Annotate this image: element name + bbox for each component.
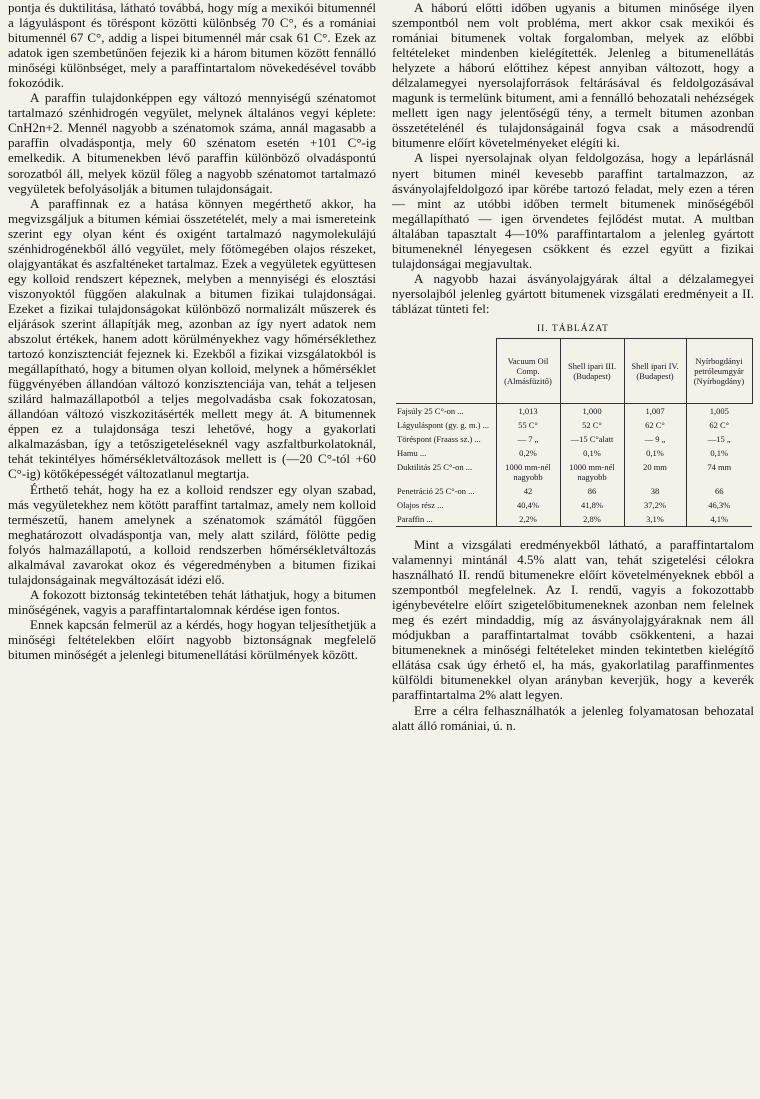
table-header-cell: Shell ipari IV. (Budapest) [624, 338, 686, 403]
paragraph: A fokozott biztonság tekintetében tehát láthatjuk, hogy a bitumen minőségének, vagyis a paraffintartalomnak kérdése igen fontos. [8, 586, 376, 617]
table-cell: 74 mm [686, 460, 752, 484]
table-header-cell: Nyírbogdányi petróleumgyár (Nyírbogdány) [686, 338, 752, 403]
table-cell: —15 „ [686, 432, 752, 446]
table-cell: 0,1% [560, 446, 624, 460]
table-cell: 0,1% [624, 446, 686, 460]
paragraph: A nagyobb hazai ásványolajgyárak által a délzalamegyei nyersolajból jelenleg gyártott bitumenek vizsgálati eredményeit a II. táblázat tünteti fel: [392, 270, 754, 316]
table-row [396, 432, 752, 446]
table-cell: 62 C° [624, 418, 686, 432]
table-cell: 4,1% [686, 512, 752, 527]
table-cell: 55 C° [496, 418, 560, 432]
table-cell: 20 mm [624, 460, 686, 484]
table-cell: 0,2% [496, 446, 560, 460]
table-cell: 86 [560, 484, 624, 498]
table-cell: 62 C° [686, 418, 752, 432]
table-cell: 1,005 [686, 403, 752, 418]
left-column [8, 0, 376, 1099]
paragraph: A paraffin tulajdonképpen egy változó mennyiségű szénatomot tartalmazó szénhidrogén vegyület, melynek általános vegyi képlete: CnH2n+2. Mennél nagyobb a szénatomok száma, annál magasabb a paraffin olvadáspontja, mely 60 szénatom esetén +101 C°-ig emelkedik. A bitumenekben lévő paraffin különböző olvadáspontú sorozatból áll, melyek közül főleg a nagyobb szénatomot tartalmazó vegyületek befolyásolják a bitumen tulajdonságait. [8, 90, 376, 196]
table-row-label: Fajsúly 25 C°-on ... [397, 405, 464, 416]
paragraph: A paraffinnak ez a hatása könnyen megérthető akkor, ha megvizsgáljuk a bitumen kémiai összetételét, mely a mai ismereteink szerint egy olyan ként és oxigént tartalmazó nagymolekulájú szénhidrogénekből álló vegyület, mely főtömegében olajos részeket, olajgyantákat és aszfalténeket tartalmaz. Ezek a vegyületek együttesen egy kolloid rendszert képeznek, melyben a mennyiségi és elosztási viszonyoktól függően alakulnak a bitumen fizikai tulajdonságai. Ezeket a fizikai tulajdonságokat különböző normalizált műszerek és eljárások szerint állapítják meg, azonban az így nyert adatok nem abszolut értékek, hanem adott körülményekhez vagy hőmérséklethez tartozó konzisztenciát fejeznek ki. Ezekből a fizikai vizsgálatokból is megállapítható, hogy a bitumen olyan kolloid, melynek a hőmérséklet függvényében állandóan változó konzisztenciája van, tehát a teljesen szilárd halmazállapotból a teljes megolvadásba csak fokozatosan, állandóan változó viszkozitásérték mellett megy át. A bitumennek éppen ez a tulajdonsága teszi lehetővé, hogy a gyakorlati alkalmazásban, így a tetőszigeteléseknél vagy aszfaltburkolatoknál, tehát tekintélyes hőmérsékletváltozások mellett is (—20 C°-tól +60 C°-ig) kötőképességét változatlanul megtartja. [8, 195, 376, 482]
table-row [396, 498, 752, 512]
table-header-row [396, 338, 752, 403]
table-title: II. TÁBLÁZAT [537, 323, 609, 334]
table-cell: 66 [686, 484, 752, 498]
table-header-cell: Vacuum Oil Comp. (Almásfüzitő) [496, 338, 560, 403]
table-cell: 1000 mm-nél nagyobb [560, 460, 624, 484]
table-row [396, 484, 752, 498]
table-cell: 1,000 [560, 403, 624, 418]
table-cell: — 7 „ [496, 432, 560, 446]
table-row-label: Lágyuláspont (gy. g. m.) ... [397, 419, 489, 430]
data-table [396, 338, 753, 527]
table-cell: 1,013 [496, 403, 560, 418]
table-header-cell: Shell ipari III. (Budapest) [560, 338, 624, 403]
table-row-label: Olajos rész ... [397, 499, 444, 510]
table-cell: 2,2% [496, 512, 560, 527]
table-row [396, 460, 752, 484]
table-row-label: Penetráció 25 C°-on ... [397, 485, 475, 496]
table-cell: 46,3% [686, 498, 752, 512]
table-cell: 0,1% [686, 446, 752, 460]
paragraph: A lispei nyersolajnak olyan feldolgozása, hogy a lepárlásnál nyert bitumen minél kevesebb paraffint tartalmazzon, az ásványolajfeldolgozó ipar körébe tartozó feladat, mely ezen a téren — mint az utóbbi időben termelt bitumenek minőségéből megállapítható — igen örvendetes fejlődést mutat. A multban általában tapasztalt 4—10% paraffintartalom a jelenleg gyártott bitumeneknél lényegesen csökkent és ezzel együtt a fizikai tulajdonságai megjavultak. [392, 150, 754, 271]
table-body [396, 403, 752, 526]
table-row-label: Töréspont (Fraass sz.) ... [397, 433, 481, 444]
table-cell: 1000 mm-nél nagyobb [496, 460, 560, 484]
table-cell: 42 [496, 484, 560, 498]
table-row-label: Hamu ... [397, 447, 427, 458]
right-column [392, 0, 754, 1099]
table-row [396, 403, 752, 418]
table-cell: 38 [624, 484, 686, 498]
table-cell: 40,4% [496, 498, 560, 512]
table-row-label: Duktilitás 25 C°-on ... [397, 461, 473, 472]
paragraph: Érthető tehát, hogy ha ez a kolloid rendszer egy olyan szabad, más vegyületekhez nem kötött paraffint tartalmaz, amely nem kolloid természetű, hanem amelynek a szénatomok számától függően meghatározott olvadáspontja van, mely alatt szilárd, fölötte pedig folyós halmazállapotú, a kolloid rendszerben hőmérsékletváltozás alkalmával zavarokat okoz és végeredményben a bitumen fizikai tulajdonságainak megváltozását idézi elő. [8, 481, 376, 587]
table-row [396, 418, 752, 432]
table-row [396, 446, 752, 460]
table-row-label: Paraffin ... [396, 512, 496, 527]
table-cell: 52 C° [560, 418, 624, 432]
paragraph: Erre a célra felhasználhatók a jelenleg folyamatosan behozatal alatt álló romániai, ú. n. [392, 702, 754, 733]
paragraph: A háború előtti időben ugyanis a bitumen minősége ilyen szempontból nem volt probléma, mert akkor csak mexikói és romániai bitumenek voltak forgalomban, melyek az előbbi feltételeket mindenben kielégítették. Jelenleg a bitumenellátás helyzete a háború előttihez képest annyiban változott, hogy a délzalamegyei nyersolajforrások feltárásával és feldolgozásával magunk is termelünk bitument, ami a fennálló behozatali nehézségek mellett igen nagy jelentőségű tény, a termelt bitumen azonban összetételénél és tulajdonságainál fogva csak a másodrendű bitumenre előírt követelményeket elégíti ki. [392, 0, 754, 151]
table-cell: — 9 „ [624, 432, 686, 446]
table-cell: 1,007 [624, 403, 686, 418]
table-cell: 41,8% [560, 498, 624, 512]
table-cell: 37,2% [624, 498, 686, 512]
table-header-empty [396, 338, 496, 403]
paragraph: Mint a vizsgálati eredményekből látható, a paraffintartalom valamennyi mintánál 4.5% alatt van, tehát szigetelési célokra használható II. rendű bitumenekre előírt követelményeknek ebből a szempontból megfelelnek. Az I. rendű, vagyis a fokozottabb igénybevételre előírt szigetelőbitumeneknek azonban nem felelnek meg és ezért mindaddig, míg az ásványolajgyáraknak nem áll módjukban a paraffintartalmat tovább csökkenteni, a hazai bitumeneknek a minőségi feltételeket minden tekintetben kielégítő ellátása csak úgy érhető el, ha más, gyakorlatilag paraffinmentes külföldi bitumenekkel olyan arányban keverjük, hogy a keverék paraffintartalma 2% alatt legyen. [392, 536, 754, 703]
paragraph: pontja és duktilitása, látható továbbá, hogy míg a mexikói bitumennél a lágyuláspont és töréspont közötti különbség 70 C°, és a romániai bitumennél 67 C°, addig a lispei bitumennél már csak 61 C°. Ezek az adatok igen szembetűnően fejezik ki a három bitumen között fennálló minőségi különbséget, mely a paraffintartalom növekedésével tovább fokozódik. [8, 0, 376, 91]
table-cell: 2,8% [560, 512, 624, 527]
table-row [396, 512, 752, 527]
paragraph: Ennek kapcsán felmerül az a kérdés, hogy hogyan teljesíthetjük a minőségi feltételekben előírt nagyobb biztonságnak megfelelő bitumen minőségét a jelenlegi bitumenellátási körülmények között. [8, 616, 376, 663]
table-cell: 3,1% [624, 512, 686, 527]
table-cell: —15 C°alatt [560, 432, 624, 446]
